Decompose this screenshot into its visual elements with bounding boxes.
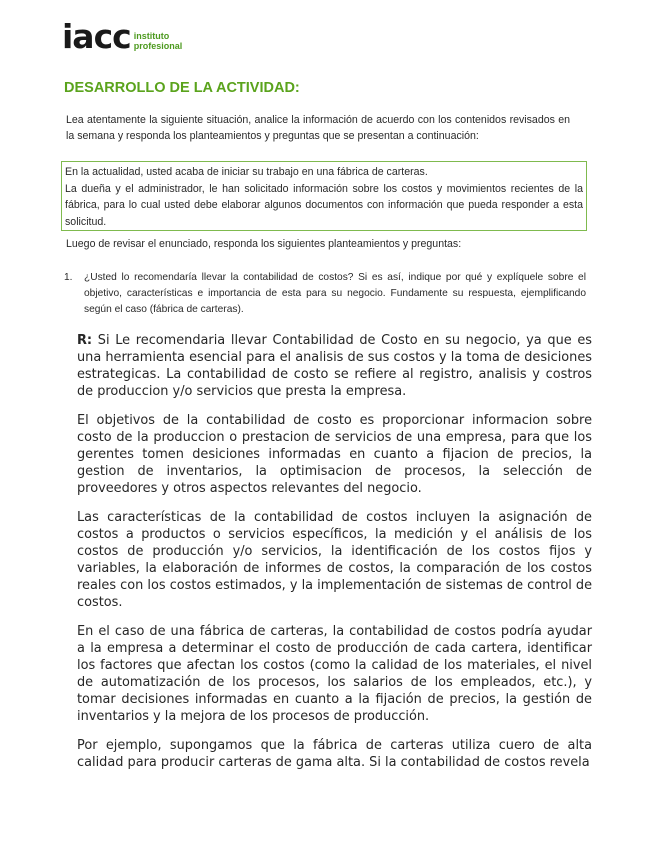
answer-paragraph-3: Las características de la contabilidad de costos incluyen la asignación de costos a productos o servicios específicos, la medición y el análisis de los costos de producción y/o servicios, la identificación de los costos fijos y variables, la elaboración de informes de costos, la comparación de los costos reales con los costos estimados, y la implementación de sistemas de control de costos. [77, 510, 593, 610]
logo-wordmark: iacc [62, 17, 131, 56]
case-box [61, 161, 587, 231]
logo-sub-line1: instituto [133, 31, 170, 41]
case-line-2: La dueña y el administrador, le han solicitado información sobre los costos y movimientos recientes de la fábrica, para lo cual usted debe elaborar algunos documentos con información que pueda responder a esta solicitud. [65, 182, 583, 228]
case-line-1: En la actualidad, usted acaba de iniciar su trabajo en una fábrica de carteras. [65, 166, 428, 178]
answer-paragraph-1 [77, 332, 592, 400]
answer-paragraph-2: El objetivos de la contabilidad de costo es proporcionar informacion sobre costo de la produccion o prestacion de servicios de una empresa, para que los gerentes tomen desiciones informadas en cuanto a fijacion de precios, la gestion de inventarios, la optimisacion de procesos, la selección de proveedores y otros aspectos relevantes del negocio. [77, 413, 592, 496]
answer-label: R: [77, 333, 93, 348]
iacc-logo [62, 17, 183, 56]
question-text: ¿Usted lo recomendaría llevar la contabilidad de costos? Si es así, indique por qué y explíquele sobre el objetivo, características e importancia de esta para su negocio. Fundamente su respuesta, ejemplificando según el caso (fábrica de carteras). [84, 272, 586, 315]
logo-subtitle [134, 31, 183, 51]
logo-sub-line2: profesional [133, 41, 183, 51]
answer-paragraph-5: Por ejemplo, supongamos que la fábrica de carteras utiliza cuero de alta calidad para producir carteras de gama alta. Si la contabilidad de costos revela [77, 738, 592, 770]
question-1 [64, 270, 586, 318]
answer-paragraph-4: En el caso de una fábrica de carteras, la contabilidad de costos podría ayudar a la empresa a determinar el costo de producción de cada cartera, identificar los factores que afectan los costos (como la calidad de los materiales, el nivel de automatización de los procesos, los salarios de los empleados, etc.), y tomar decisiones informadas en cuanto a la fijación de precios, la gestión de inventarios y la mejora de los procesos de producción. [77, 624, 592, 724]
question-number: 1. [64, 272, 73, 283]
section-heading: DESARROLLO DE LA ACTIVIDAD: [64, 80, 300, 96]
instruction-text: Luego de revisar el enunciado, responda los siguientes planteamientos y preguntas: [66, 238, 462, 250]
answer-block [77, 332, 592, 783]
intro-paragraph: Lea atentamente la siguiente situación, analice la información de acuerdo con los contenidos revisados en la semana y responda los planteamientos y preguntas que se presentan a continuación: [66, 114, 570, 142]
answer-p1-text: Si Le recomendaria llevar Contabilidad de Costo en su negocio, ya que es una herramienta esencial para el analisis de sus costos y la toma de desiciones estrategicas. La contabilidad de costo se refiere al registro, analisis y costros de produccion y/o servicios que presta la empresa. [77, 333, 592, 399]
